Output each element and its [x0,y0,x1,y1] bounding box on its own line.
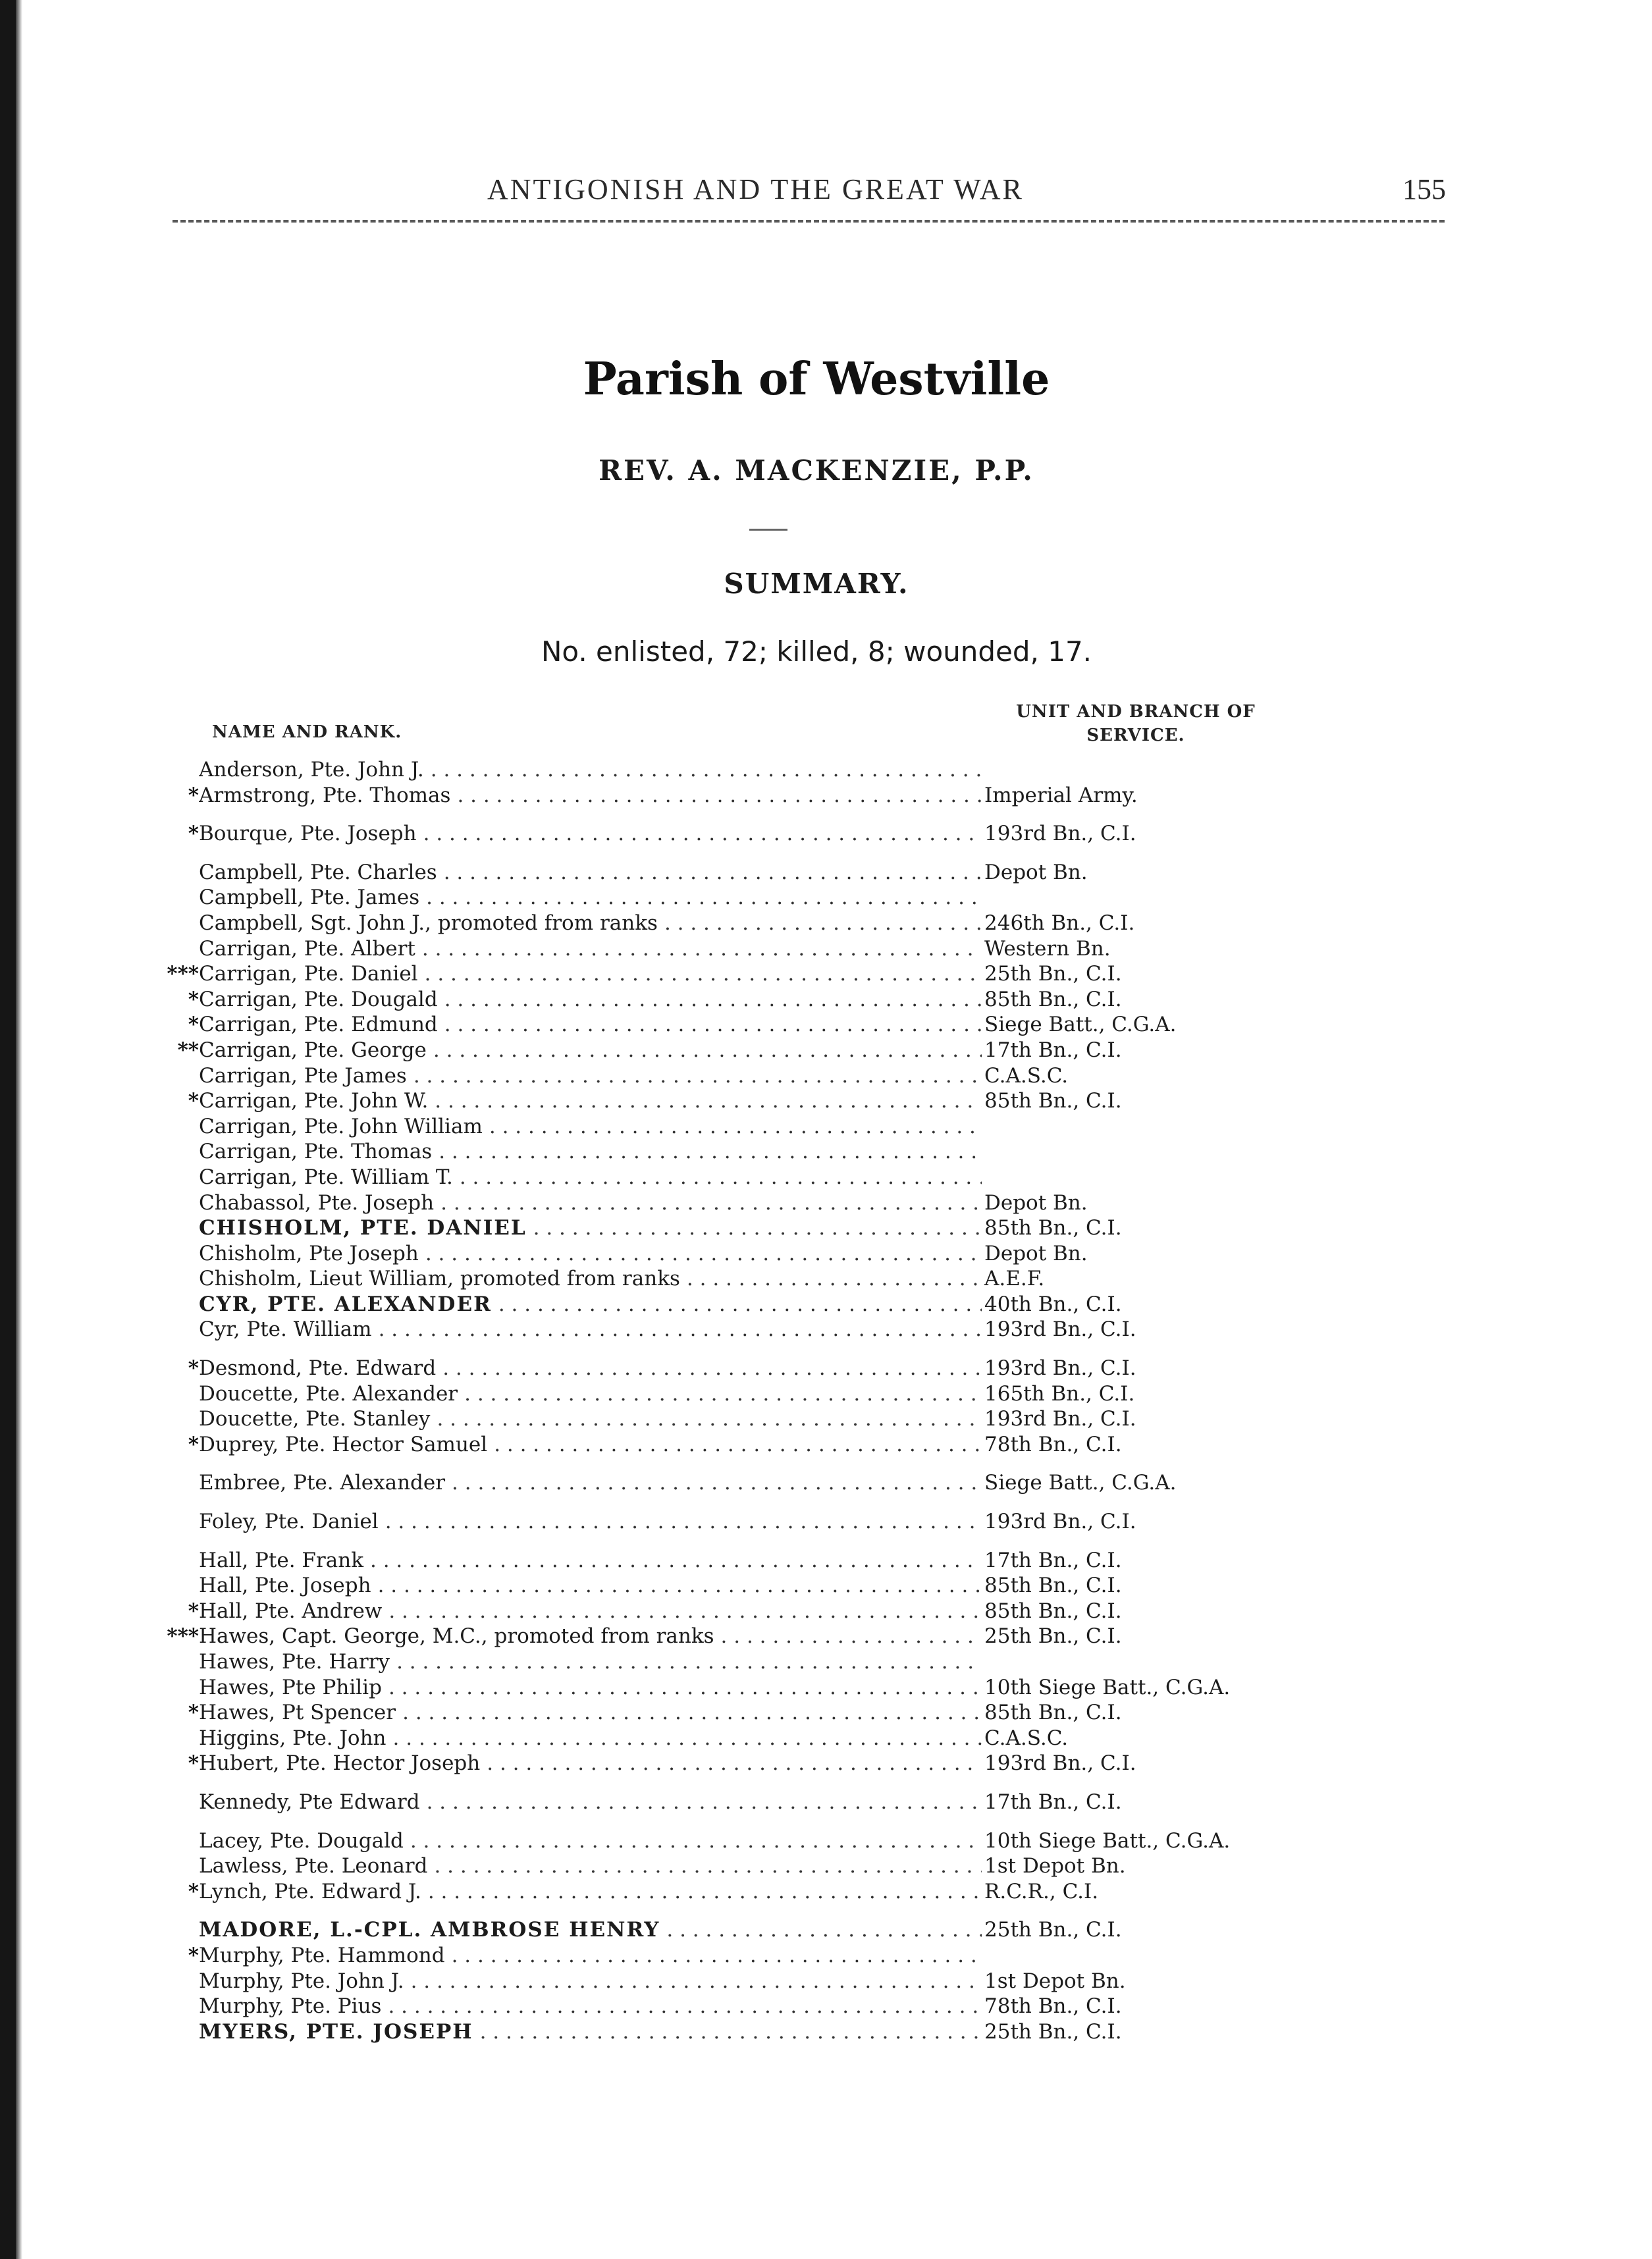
unit-branch: Siege Batt., C.G.A. [984,1471,1177,1495]
name-cell [199,1088,984,1114]
unit-branch: 85th Bn., C.I. [984,987,1122,1011]
roster-entry [165,821,1297,847]
dot-leader [494,1432,982,1458]
unit-branch: Western Bn. [984,936,1111,961]
soldier-name-rank: Lacey, Pte. Dougald [199,1828,404,1853]
roster-entry [165,1470,1297,1496]
roster-group [165,1828,1297,1905]
dot-leader [427,1790,982,1815]
book-gutter [16,0,22,2259]
dot-leader [457,783,982,809]
roster-entry [165,936,1297,962]
casualty-mark: * [188,1599,199,1623]
soldier-name-rank: Lawless, Pte. Leonard [199,1854,428,1878]
dot-leader [422,936,982,962]
roster-entry [165,1675,1297,1701]
roster-group [165,860,1297,1342]
name-cell [199,1509,984,1535]
soldier-name-rank: Murphy, Pte. Pius [199,1994,382,2019]
unit-branch: Imperial Army. [984,783,1138,807]
dot-leader [385,1509,982,1535]
dot-leader [379,1317,982,1342]
soldier-name-rank: Desmond, Pte. Edward [199,1356,437,1381]
roster-group [165,1790,1297,1815]
name-cell [199,860,984,886]
casualty-mark: * [188,1943,199,1967]
name-cell [199,885,984,911]
name-cell [199,1381,984,1407]
casualty-mark: ** [177,1038,199,1062]
roster-list [165,757,1297,2058]
soldier-name-rank: Bourque, Pte. Joseph [199,822,417,846]
soldier-name-rank: Armstrong, Pte. Thomas [199,783,451,807]
unit-branch: 85th Bn., C.I. [984,1216,1122,1240]
unit-branch: 85th Bn., C.I. [984,1574,1122,1598]
roster-entry [165,1432,1297,1458]
unit-branch: 165th Bn., C.I. [984,1381,1135,1406]
page-number: 155 [1402,173,1446,205]
soldier-name-rank: Hawes, Pte Philip [199,1675,382,1699]
casualty-mark: * [188,1089,199,1113]
dot-leader [498,1292,982,1317]
name-cell [199,1114,984,1140]
soldier-name-rank: Carrigan, Pte James [199,1063,407,1088]
unit-branch: 40th Bn., C.I. [984,1292,1122,1316]
unit-branch: 17th Bn., C.I. [984,1038,1122,1062]
unit-branch: 193rd Bn., C.I. [984,822,1136,846]
dot-leader [425,961,982,987]
casualty-mark: * [188,1356,199,1381]
roster-group [165,821,1297,847]
book-spine-shadow [0,0,16,2259]
name-cell [199,987,984,1013]
roster-entry [165,1063,1297,1089]
column-header-unit-service [981,700,1291,747]
soldier-name-rank: Carrigan, Pte. Edmund [199,1013,438,1037]
column-header-unit-line2: SERVICE. [1086,726,1185,745]
casualty-mark: * [188,822,199,846]
roster-entry [165,1165,1297,1190]
name-cell [199,1994,984,2019]
soldier-name-rank: Carrigan, Pte. Thomas [199,1140,433,1164]
soldier-name-rank: Chisholm, Lieut William, promoted from ranks [199,1267,680,1291]
dot-leader [388,1994,982,2019]
dot-leader [442,1356,982,1381]
name-cell [199,1241,984,1267]
name-cell [199,961,984,987]
roster-entry [165,1266,1297,1292]
name-cell [199,1573,984,1599]
roster-entry [165,1292,1297,1317]
roster-entry [165,1726,1297,1751]
casualty-mark: *** [167,1624,199,1649]
dot-leader [666,1917,982,1943]
roster-entry [165,1317,1297,1342]
unit-branch: 10th Siege Batt., C.G.A. [984,1828,1231,1853]
roster-entry [165,1853,1297,1879]
dot-leader [426,885,982,911]
roster-entry [165,1790,1297,1815]
roster-entry [165,1509,1297,1535]
roster-entry [165,1406,1297,1432]
soldier-name-rank: Hall, Pte. Frank [199,1548,363,1572]
roster-group [165,1548,1297,1776]
name-cell [199,1675,984,1701]
unit-branch: 193rd Bn., C.I. [984,1407,1136,1431]
soldier-name-rank: Doucette, Pte. Alexander [199,1381,458,1406]
dot-leader [396,1649,982,1675]
divider [749,529,787,531]
dot-leader [393,1726,982,1751]
roster-entry [165,2019,1297,2045]
unit-branch: C.A.S.C. [984,1726,1069,1750]
dot-leader [664,911,982,936]
roster-entry [165,1917,1297,1943]
name-cell [199,1917,984,1943]
roster-entry [165,1190,1297,1216]
soldier-name-rank: Carrigan, Pte. Daniel [199,962,418,986]
roster-entry [165,1038,1297,1063]
name-cell [199,911,984,936]
dot-leader [440,1190,982,1216]
dot-leader [411,1969,982,1994]
dot-leader [464,1381,982,1407]
name-cell [199,1624,984,1649]
roster-entry [165,1215,1297,1241]
roster-entry [165,961,1297,987]
unit-branch: 1st Depot Bn. [984,1969,1126,1993]
column-header-unit-line1: UNIT AND BRANCH OF [1016,702,1256,722]
unit-branch: Depot Bn. [984,860,1088,884]
roster-entry [165,1649,1297,1675]
roster-entry [165,1879,1297,1905]
header-rule [173,220,1445,223]
soldier-name-rank: Hubert, Pte. Hector Joseph [199,1751,481,1776]
dot-leader [437,1406,982,1432]
soldier-name-rank: Hall, Pte. Joseph [199,1574,371,1598]
name-cell [199,1292,984,1317]
unit-branch: Depot Bn. [984,1190,1088,1215]
enlistment-summary: No. enlisted, 72; killed, 8; wounded, 17. [541,635,1092,668]
unit-branch: 85th Bn., C.I. [984,1089,1122,1113]
unit-branch: R.C.R., C.I. [984,1879,1099,1903]
soldier-name-rank: Campbell, Sgt. John J., promoted from ranks [199,911,658,935]
soldier-name-rank: Carrigan, Pte. John W. [199,1089,429,1113]
name-cell [199,1266,984,1292]
dot-leader [687,1266,982,1292]
unit-branch: 85th Bn., C.I. [984,1599,1122,1623]
roster-entry [165,1381,1297,1407]
casualty-mark: * [188,1432,199,1456]
roster-entry [165,1241,1297,1267]
soldier-name-rank: MYERS, PTE. JOSEPH [199,2019,473,2044]
dot-leader [433,1038,982,1063]
name-cell [199,1828,984,1854]
casualty-mark: * [188,1701,199,1725]
soldier-name-rank: CYR, PTE. ALEXANDER [199,1292,492,1316]
unit-branch: A.E.F. [984,1267,1045,1291]
dot-leader [533,1215,982,1241]
soldier-name-rank: Doucette, Pte. Stanley [199,1407,431,1431]
dot-leader [425,1241,982,1267]
unit-branch: 193rd Bn., C.I. [984,1751,1136,1776]
roster-entry [165,911,1297,936]
casualty-mark: * [188,987,199,1011]
soldier-name-rank: Carrigan, Pte. Albert [199,936,415,961]
casualty-mark: * [188,1751,199,1776]
dot-leader [489,1114,982,1140]
dot-leader [480,2019,982,2045]
roster-entry [165,860,1297,886]
unit-branch: 246th Bn., C.I. [984,911,1135,935]
name-cell [199,1700,984,1726]
casualty-mark: * [188,783,199,807]
soldier-name-rank: Carrigan, Pte. Dougald [199,987,438,1011]
soldier-name-rank: Campbell, Pte. James [199,886,420,910]
soldier-name-rank: MADORE, L.-CPL. AMBROSE HENRY [199,1918,660,1942]
roster-entry [165,885,1297,911]
name-cell [199,1470,984,1496]
roster-entry [165,1088,1297,1114]
soldier-name-rank: Carrigan, Pte. John William [199,1114,483,1138]
roster-entry [165,1548,1297,1574]
soldier-name-rank: Higgins, Pte. John [199,1726,386,1750]
casualty-mark: * [188,1879,199,1903]
name-cell [199,1406,984,1432]
roster-group [165,757,1297,808]
unit-branch: 193rd Bn., C.I. [984,1356,1136,1381]
name-cell [199,1943,984,1969]
soldier-name-rank: Carrigan, Pte. George [199,1038,427,1062]
name-cell [199,821,984,847]
name-cell [199,936,984,962]
name-cell [199,1139,984,1165]
roster-entry [165,1114,1297,1140]
roster-entry [165,1573,1297,1599]
name-cell [199,1215,984,1241]
roster-entry [165,1994,1297,2019]
soldier-name-rank: Chisholm, Pte Joseph [199,1241,419,1265]
roster-entry [165,987,1297,1013]
roster-entry [165,1599,1297,1624]
roster-group [165,1509,1297,1535]
roster-entry [165,1969,1297,1994]
section-heading: SUMMARY. [724,568,909,600]
name-cell [199,1190,984,1216]
name-cell [199,2019,984,2045]
roster-entry [165,1624,1297,1649]
dot-leader [413,1063,982,1089]
casualty-mark: *** [167,962,199,986]
name-cell [199,1317,984,1342]
unit-branch: 1st Depot Bn. [984,1854,1126,1878]
soldier-name-rank: Murphy, Pte. Hammond [199,1943,445,1967]
dot-leader [388,1675,982,1701]
dot-leader [721,1624,982,1649]
dot-leader [444,1012,982,1038]
dot-leader [444,860,982,886]
name-cell [199,1063,984,1089]
soldier-name-rank: Foley, Pte. Daniel [199,1510,379,1534]
unit-branch: 17th Bn., C.I. [984,1548,1122,1572]
soldier-name-rank: CHISHOLM, PTE. DANIEL [199,1216,527,1240]
name-cell [199,1356,984,1381]
name-cell [199,1726,984,1751]
dot-leader [435,1088,982,1114]
dot-leader [460,1165,982,1190]
unit-branch: 78th Bn., C.I. [984,1432,1122,1456]
name-cell [199,1599,984,1624]
name-cell [199,1649,984,1675]
column-header-name-rank: NAME AND RANK. [212,722,402,742]
roster-group [165,1917,1297,2044]
dot-leader [428,1879,982,1905]
roster-entry [165,1943,1297,1969]
roster-entry [165,783,1297,809]
roster-entry [165,757,1297,783]
roster-entry [165,1139,1297,1165]
unit-branch: 25th Bn., C.I. [984,962,1122,986]
name-cell [199,757,984,783]
dot-leader [402,1700,982,1726]
name-cell [199,1790,984,1815]
name-cell [199,1038,984,1063]
page-title: Parish of Westville [583,353,1050,406]
soldier-name-rank: Chabassol, Pte. Joseph [199,1190,435,1215]
roster-entry [165,1356,1297,1381]
dot-leader [431,757,982,783]
name-cell [199,1853,984,1879]
name-cell [199,1012,984,1038]
name-cell [199,1432,984,1458]
roster-entry [165,1751,1297,1776]
roster-entry [165,1828,1297,1854]
roster-group [165,1356,1297,1457]
soldier-name-rank: Carrigan, Pte. William T. [199,1165,453,1189]
roster-group [165,1470,1297,1496]
name-cell [199,1969,984,1994]
unit-branch: 10th Siege Batt., C.G.A. [984,1675,1231,1699]
soldier-name-rank: Anderson, Pte. John J. [199,758,424,782]
unit-branch: 25th Bn., C.I. [984,1624,1122,1649]
name-cell [199,1879,984,1905]
dot-leader [452,1470,982,1496]
soldier-name-rank: Campbell, Pte. Charles [199,860,437,884]
dot-leader [378,1573,982,1599]
casualty-mark: * [188,1013,199,1037]
dot-leader [487,1751,982,1776]
roster-entry [165,1012,1297,1038]
name-cell [199,783,984,809]
soldier-name-rank: Cyr, Pte. William [199,1317,372,1342]
unit-branch: 78th Bn., C.I. [984,1994,1122,2019]
parish-priest: REV. A. MACKENZIE, P.P. [599,454,1034,487]
soldier-name-rank: Lynch, Pte. Edward J. [199,1879,421,1903]
soldier-name-rank: Hawes, Capt. George, M.C., promoted from ranks [199,1624,714,1649]
soldier-name-rank: Hall, Pte. Andrew [199,1599,383,1623]
unit-branch: 85th Bn., C.I. [984,1701,1122,1725]
dot-leader [434,1853,982,1879]
roster-entry [165,1700,1297,1726]
dot-leader [410,1828,982,1854]
unit-branch: Siege Batt., C.G.A. [984,1013,1177,1037]
unit-branch: 25th Bn., C.I. [984,2019,1122,2044]
soldier-name-rank: Embree, Pte. Alexander [199,1471,446,1495]
unit-branch: Depot Bn. [984,1241,1088,1265]
dot-leader [452,1943,982,1969]
name-cell [199,1548,984,1574]
dot-leader [439,1139,982,1165]
soldier-name-rank: Duprey, Pte. Hector Samuel [199,1432,488,1456]
name-cell [199,1165,984,1190]
dot-leader [388,1599,982,1624]
dot-leader [423,821,982,847]
unit-branch: C.A.S.C. [984,1063,1069,1088]
running-head: ANTIGONISH AND THE GREAT WAR [487,173,1024,205]
soldier-name-rank: Murphy, Pte. John J. [199,1969,404,1993]
soldier-name-rank: Hawes, Pt Spencer [199,1701,396,1725]
unit-branch: 17th Bn., C.I. [984,1790,1122,1814]
dot-leader [370,1548,982,1574]
unit-branch: 193rd Bn., C.I. [984,1317,1136,1342]
dot-leader [444,987,982,1013]
name-cell [199,1751,984,1776]
unit-branch: 25th Bn., C.I. [984,1918,1122,1942]
unit-branch: 193rd Bn., C.I. [984,1510,1136,1534]
soldier-name-rank: Hawes, Pte. Harry [199,1650,390,1674]
soldier-name-rank: Kennedy, Pte Edward [199,1790,420,1814]
